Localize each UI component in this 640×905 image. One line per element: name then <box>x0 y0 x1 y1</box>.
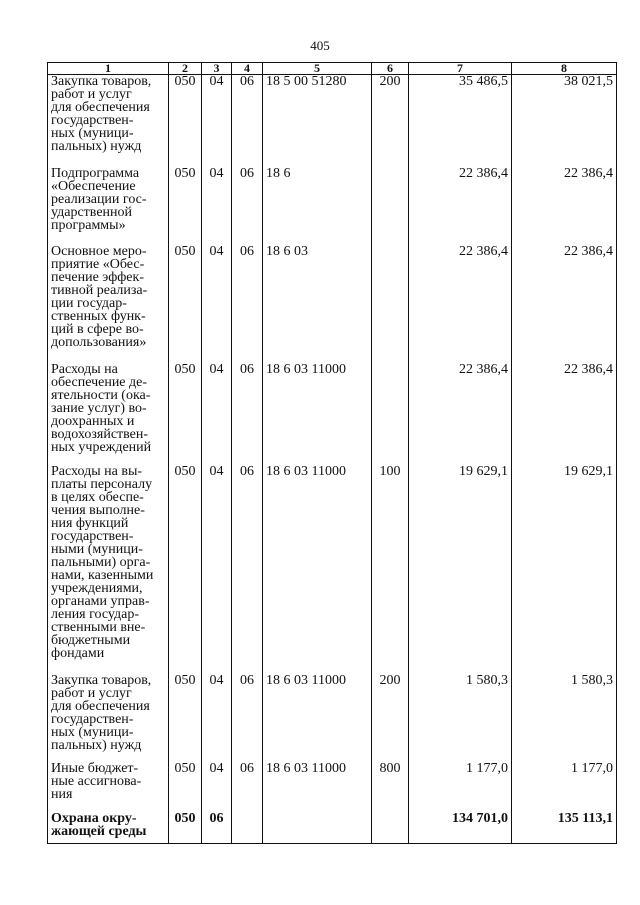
expense-type-cell: 200 <box>372 674 409 762</box>
amount-year2-cell: 22 386,4 <box>512 167 617 245</box>
column-header: 4 <box>232 63 263 75</box>
section-cell: 04 <box>202 245 232 363</box>
code-cell: 050 <box>169 465 202 674</box>
section-cell: 04 <box>202 762 232 812</box>
section-cell: 04 <box>202 674 232 762</box>
column-header: 5 <box>263 63 372 75</box>
code-cell: 050 <box>169 167 202 245</box>
item-name-cell: Иные бюджет- ные ассигнова- ния <box>48 762 169 812</box>
subsection-cell: 06 <box>232 75 263 168</box>
code-cell: 050 <box>169 245 202 363</box>
amount-year2-cell: 135 113,1 <box>512 812 617 844</box>
table-row <box>48 75 617 168</box>
amount-year1-cell: 22 386,4 <box>409 167 512 245</box>
page-number: 405 <box>310 38 330 53</box>
target-article-cell: 18 6 03 11000 <box>263 674 372 762</box>
table-row <box>48 762 617 812</box>
item-name-cell: Закупка товаров, работ и услуг для обеспечения государствен- ных (муници- пальных) нужд <box>48 75 169 168</box>
amount-year1-cell: 134 701,0 <box>409 812 512 844</box>
expense-type-cell <box>372 812 409 844</box>
subsection-cell: 06 <box>232 245 263 363</box>
amount-year1-cell: 35 486,5 <box>409 75 512 168</box>
subsection-cell: 06 <box>232 762 263 812</box>
column-header: 1 <box>48 63 169 75</box>
column-header: 6 <box>372 63 409 75</box>
expense-type-cell <box>372 167 409 245</box>
expense-type-cell: 200 <box>372 75 409 168</box>
item-name-cell: Расходы на вы- платы персоналу в целях обеспе- чения выполне- ния функций государствен- ными (муници- пальными) орга- нами, казенными учреждениями, органами управ- ления государ- ственными вне- бюджетными фондами <box>48 465 169 674</box>
amount-year2-cell: 19 629,1 <box>512 465 617 674</box>
code-cell: 050 <box>169 363 202 465</box>
amount-year1-cell: 19 629,1 <box>409 465 512 674</box>
target-article-cell: 18 6 03 <box>263 245 372 363</box>
code-cell: 050 <box>169 674 202 762</box>
item-name-cell: Подпрограмма «Обеспечение реализации гос- ударственной программы» <box>48 167 169 245</box>
target-article-cell: 18 6 03 11000 <box>263 762 372 812</box>
table-row <box>48 167 617 245</box>
target-article-cell: 18 6 03 11000 <box>263 363 372 465</box>
column-header: 8 <box>512 63 617 75</box>
amount-year1-cell: 22 386,4 <box>409 245 512 363</box>
table-row <box>48 245 617 363</box>
amount-year1-cell: 1 580,3 <box>409 674 512 762</box>
header-row <box>48 63 617 75</box>
amount-year2-cell: 22 386,4 <box>512 245 617 363</box>
amount-year2-cell: 22 386,4 <box>512 363 617 465</box>
section-cell: 04 <box>202 167 232 245</box>
target-article-cell <box>263 812 372 844</box>
budget-table <box>47 62 617 844</box>
subsection-cell: 06 <box>232 167 263 245</box>
target-article-cell: 18 5 00 51280 <box>263 75 372 168</box>
subsection-cell: 06 <box>232 465 263 674</box>
section-cell: 06 <box>202 812 232 844</box>
code-cell: 050 <box>169 75 202 168</box>
expense-type-cell: 800 <box>372 762 409 812</box>
amount-year2-cell: 1 177,0 <box>512 762 617 812</box>
expense-type-cell: 100 <box>372 465 409 674</box>
expense-type-cell <box>372 245 409 363</box>
target-article-cell: 18 6 <box>263 167 372 245</box>
item-name-cell: Расходы на обеспечение де- ятельности (ока- зание услуг) во- доохранных и водохозяйствен- ных учреждений <box>48 363 169 465</box>
subsection-cell: 06 <box>232 363 263 465</box>
code-cell: 050 <box>169 762 202 812</box>
column-header: 7 <box>409 63 512 75</box>
section-cell: 04 <box>202 363 232 465</box>
section-cell: 04 <box>202 75 232 168</box>
code-cell: 050 <box>169 812 202 844</box>
item-name-cell: Закупка товаров, работ и услуг для обеспечения государствен- ных (муници- пальных) нужд <box>48 674 169 762</box>
amount-year1-cell: 22 386,4 <box>409 363 512 465</box>
item-name-cell: Основное меро- приятие «Обес- печение эффек- тивной реализа- ции государ- ственных функ- ций в сфере во- допользования» <box>48 245 169 363</box>
amount-year2-cell: 1 580,3 <box>512 674 617 762</box>
column-header: 3 <box>202 63 232 75</box>
amount-year1-cell: 1 177,0 <box>409 762 512 812</box>
table-row <box>48 812 617 844</box>
item-name-cell: Охрана окру- жающей среды <box>48 812 169 844</box>
expense-type-cell <box>372 363 409 465</box>
amount-year2-cell: 38 021,5 <box>512 75 617 168</box>
column-header: 2 <box>169 63 202 75</box>
table-row <box>48 363 617 465</box>
section-cell: 04 <box>202 465 232 674</box>
subsection-cell <box>232 812 263 844</box>
table-row <box>48 674 617 762</box>
target-article-cell: 18 6 03 11000 <box>263 465 372 674</box>
subsection-cell: 06 <box>232 674 263 762</box>
table-row <box>48 465 617 674</box>
